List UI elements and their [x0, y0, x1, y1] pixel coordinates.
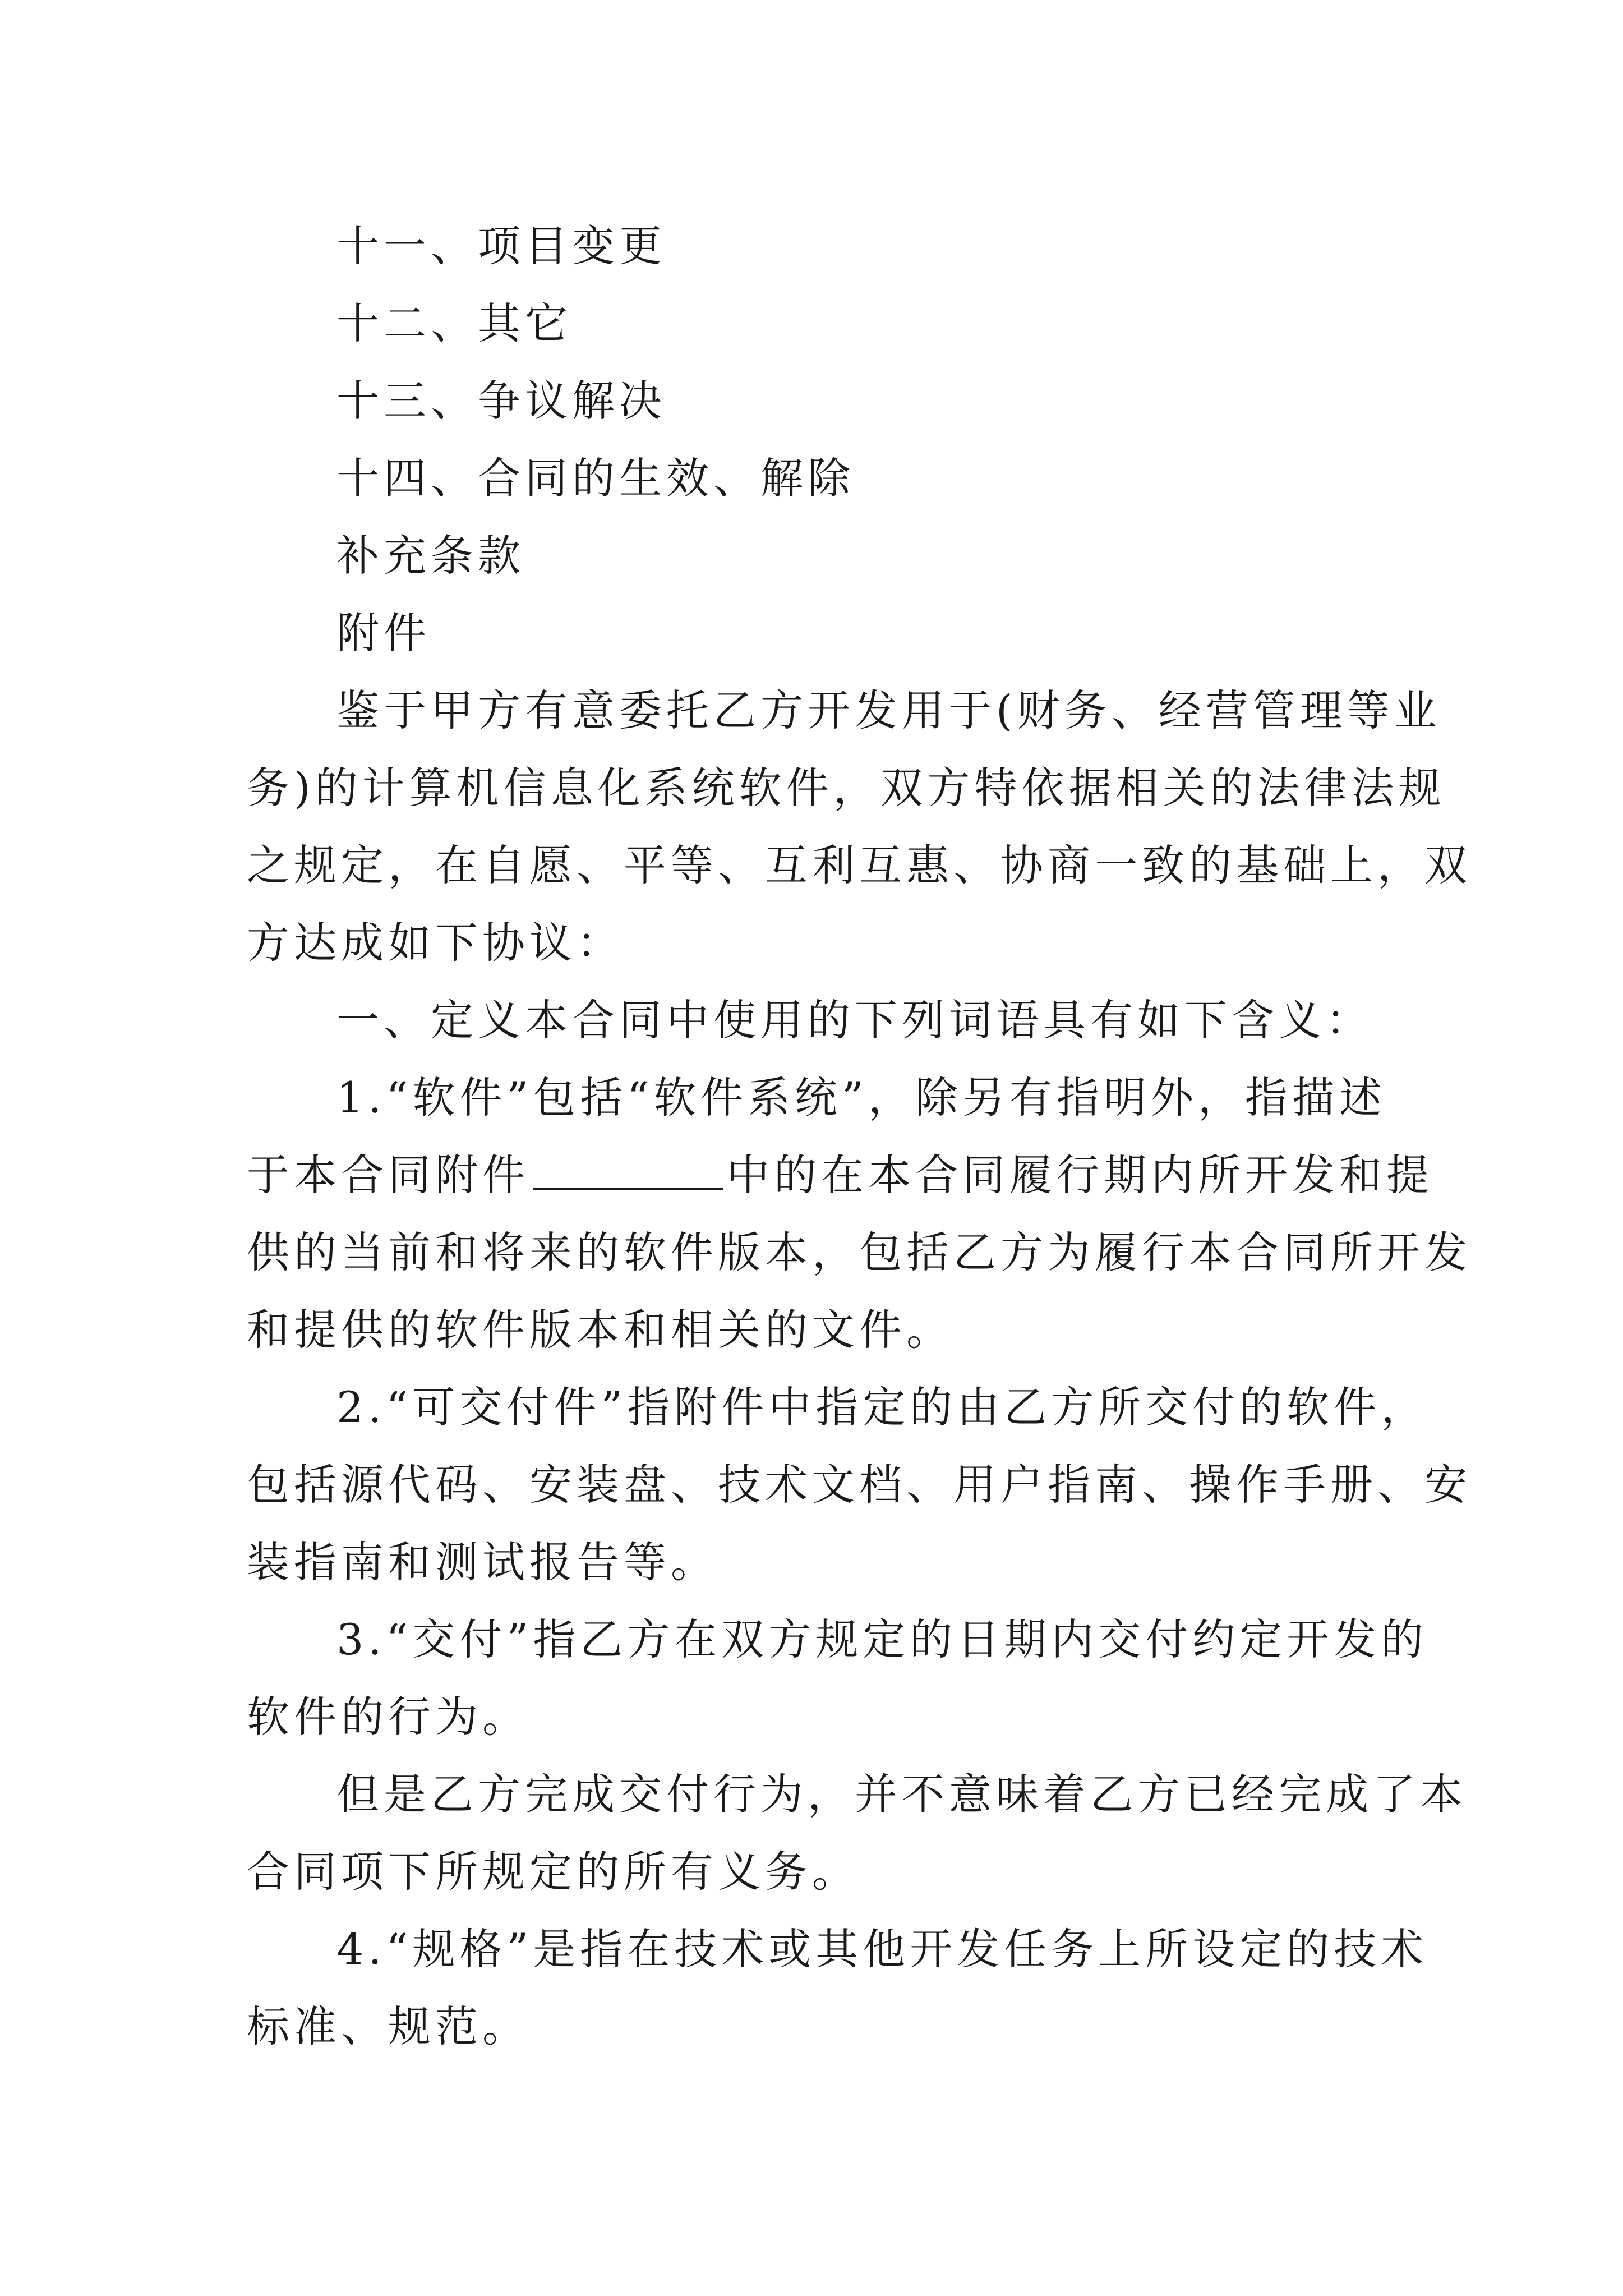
definition-text: 于本合同附件	[247, 1150, 529, 1200]
definition-line: 装指南和测试报告等。	[247, 1537, 718, 1587]
toc-item-13: 十三、争议解决	[336, 376, 666, 426]
section-heading-definitions: 一、定义本合同中使用的下列词语具有如下含义：	[336, 995, 1373, 1045]
preamble-line: 方达成如下协议：	[247, 918, 624, 968]
toc-item-14: 十四、合同的生效、解除	[336, 453, 855, 503]
toc-item-supplementary: 补充条款	[336, 531, 525, 581]
delivery-note	[247, 1756, 1467, 1911]
definition-line: 2.“可交付件”指附件中指定的由乙方所交付的软件，	[336, 1382, 1428, 1432]
definition-line: 供的当前和将来的软件版本，包括乙方为履行本合同所开发	[247, 1227, 1472, 1277]
preamble-paragraph	[247, 672, 1472, 982]
definition-line: 1.“软件”包括“软件系统”，除另有指明外，指描述	[336, 1073, 1386, 1122]
definition-specification	[247, 1911, 1428, 2065]
definition-line: 和提供的软件版本和相关的文件。	[247, 1305, 953, 1355]
toc-item-attachment: 附件	[336, 608, 431, 658]
preamble-line: 鉴于甲方有意委托乙方开发用于(财务、经营管理等业	[336, 685, 1441, 735]
preamble-line: 之规定，在自愿、平等、互利互惠、协商一致的基础上，双	[247, 840, 1472, 890]
definition-line: 包括源代码、安装盘、技术文档、用户指南、操作手册、安	[247, 1460, 1472, 1510]
preamble-line: 务)的计算机信息化系统软件，双方特依据相关的法律法规	[247, 763, 1446, 813]
definition-deliverables	[247, 1369, 1472, 1601]
definition-software	[247, 1059, 1472, 1369]
fill-in-blank[interactable]	[533, 1149, 723, 1190]
definition-line: 3.“交付”指乙方在双方规定的日期内交付约定开发的	[336, 1614, 1428, 1664]
toc-item-12: 十二、其它	[336, 298, 572, 348]
definition-line: 4.“规格”是指在技术或其他开发任务上所设定的技术	[336, 1924, 1428, 1974]
note-line: 但是乙方完成交付行为，并不意味着乙方已经完成了本	[336, 1769, 1467, 1819]
definition-text: 中的在本合同履行期内所开发和提	[727, 1150, 1433, 1200]
toc-item-11: 十一、项目变更	[336, 221, 666, 271]
document-body	[247, 208, 1472, 2065]
definition-line: 软件的行为。	[247, 1692, 529, 1742]
definition-line: 标准、规范。	[247, 2001, 529, 2051]
definition-delivery	[247, 1601, 1428, 1756]
definition-line	[247, 1137, 1433, 1214]
note-line: 合同项下所规定的所有义务。	[247, 1847, 859, 1897]
